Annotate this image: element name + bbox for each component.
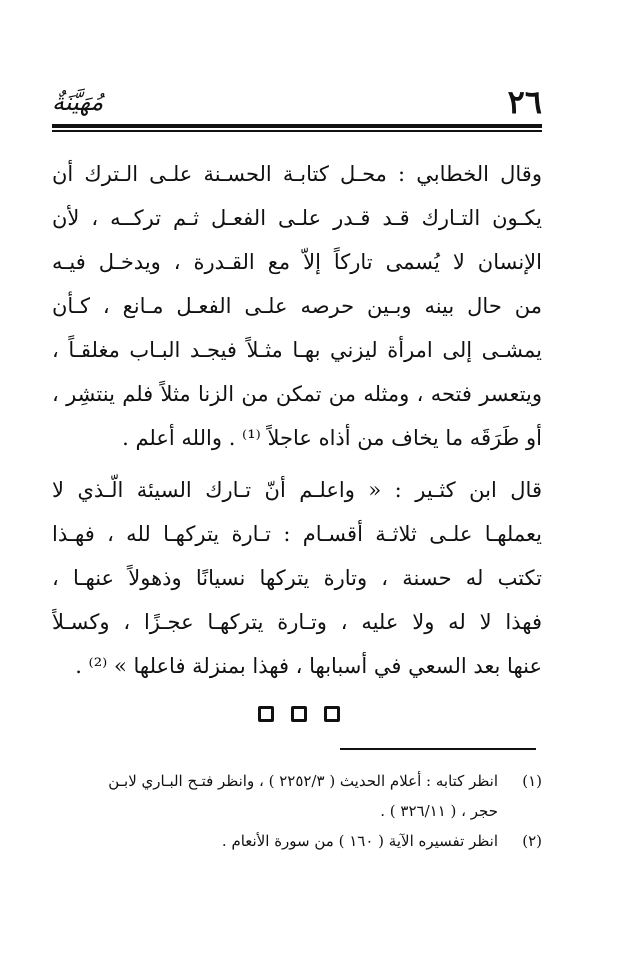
- text-line: ويتعسر فتحه ، ومثله من تمكن من الزنا مثلاً فلم ينتشِر ،: [52, 382, 542, 406]
- page-header: [52, 82, 542, 126]
- section-divider-ornament: [258, 706, 340, 726]
- footnotes: [52, 766, 542, 856]
- header-rule-thin: [52, 130, 542, 132]
- text-line: فهذا لا له ولا عليه ، وتـارة يتركهـا عجـزًا ، وكسـلاً: [52, 610, 542, 634]
- text-line: أو طَرَقَه ما يخاف من أذاه عاجلاً ⁽¹⁾ . والله أعلم .: [122, 426, 542, 450]
- header-rule: [52, 124, 542, 128]
- paragraph-gap: [52, 460, 542, 468]
- footnote-1-continuation: حجر ، ( ٣٢٦/١١ ) .: [380, 802, 498, 820]
- square-ornament-icon: [258, 706, 274, 722]
- text-line: من حال بينه وبـين حرصه علـى الفعـل مـانع ، كـأن: [52, 294, 542, 318]
- footnote-number: (٢): [522, 832, 542, 850]
- page-number: ٢٦: [507, 83, 542, 121]
- text-line: تكتب له حسنة ، وتارة يتركها نسيانًا وذهولاً عنهـا ،: [52, 566, 542, 590]
- footnote-number: (١): [522, 772, 542, 790]
- footnote-2: [52, 826, 542, 856]
- footnote-text: انظر كتابه : أعلام الحديث ( ٢٢٥٢/٣ ) ، وانظر فتـح البـاري لابـن: [108, 772, 498, 790]
- text-line: الإنسان لا يُسمى تاركاً إلاّ مع القـدرة ، ويدخـل فيـه: [52, 250, 542, 274]
- footnote-1: [52, 766, 542, 796]
- text-line: يعملهـا علـى ثلاثـة أقسـام : تـارة يتركهـا لله ، فهـذا: [52, 522, 542, 546]
- text-line: عنها بعد السعي في أسبابها ، فهذا بمنزلة فاعلها » ⁽²⁾ .: [75, 654, 542, 678]
- footnote-text: انظر تفسيره الآية ( ١٦٠ ) من سورة الأنعام .: [221, 832, 498, 850]
- text-line: يكـون التـارك قـد قـدر علـى الفعـل ثـم تركــه ، لأن: [52, 206, 542, 230]
- square-ornament-icon: [324, 706, 340, 722]
- running-title: مُهَيَّنَةٌ: [52, 88, 104, 116]
- text-line: يمشـى إلى امرأة ليزني بهـا مثـلاً فيجـد البـاب مغلقـاً ،: [52, 338, 542, 362]
- text-line: قال ابن كثـير : « واعلـم أنّ تـارك السيئة الّـذي لا: [52, 478, 542, 502]
- main-text: [52, 152, 542, 688]
- square-ornament-icon: [291, 706, 307, 722]
- text-line: وقال الخطابي : محـل كتابـة الحسـنة علـى الـترك أن: [52, 162, 542, 186]
- footnote-separator: [340, 748, 536, 750]
